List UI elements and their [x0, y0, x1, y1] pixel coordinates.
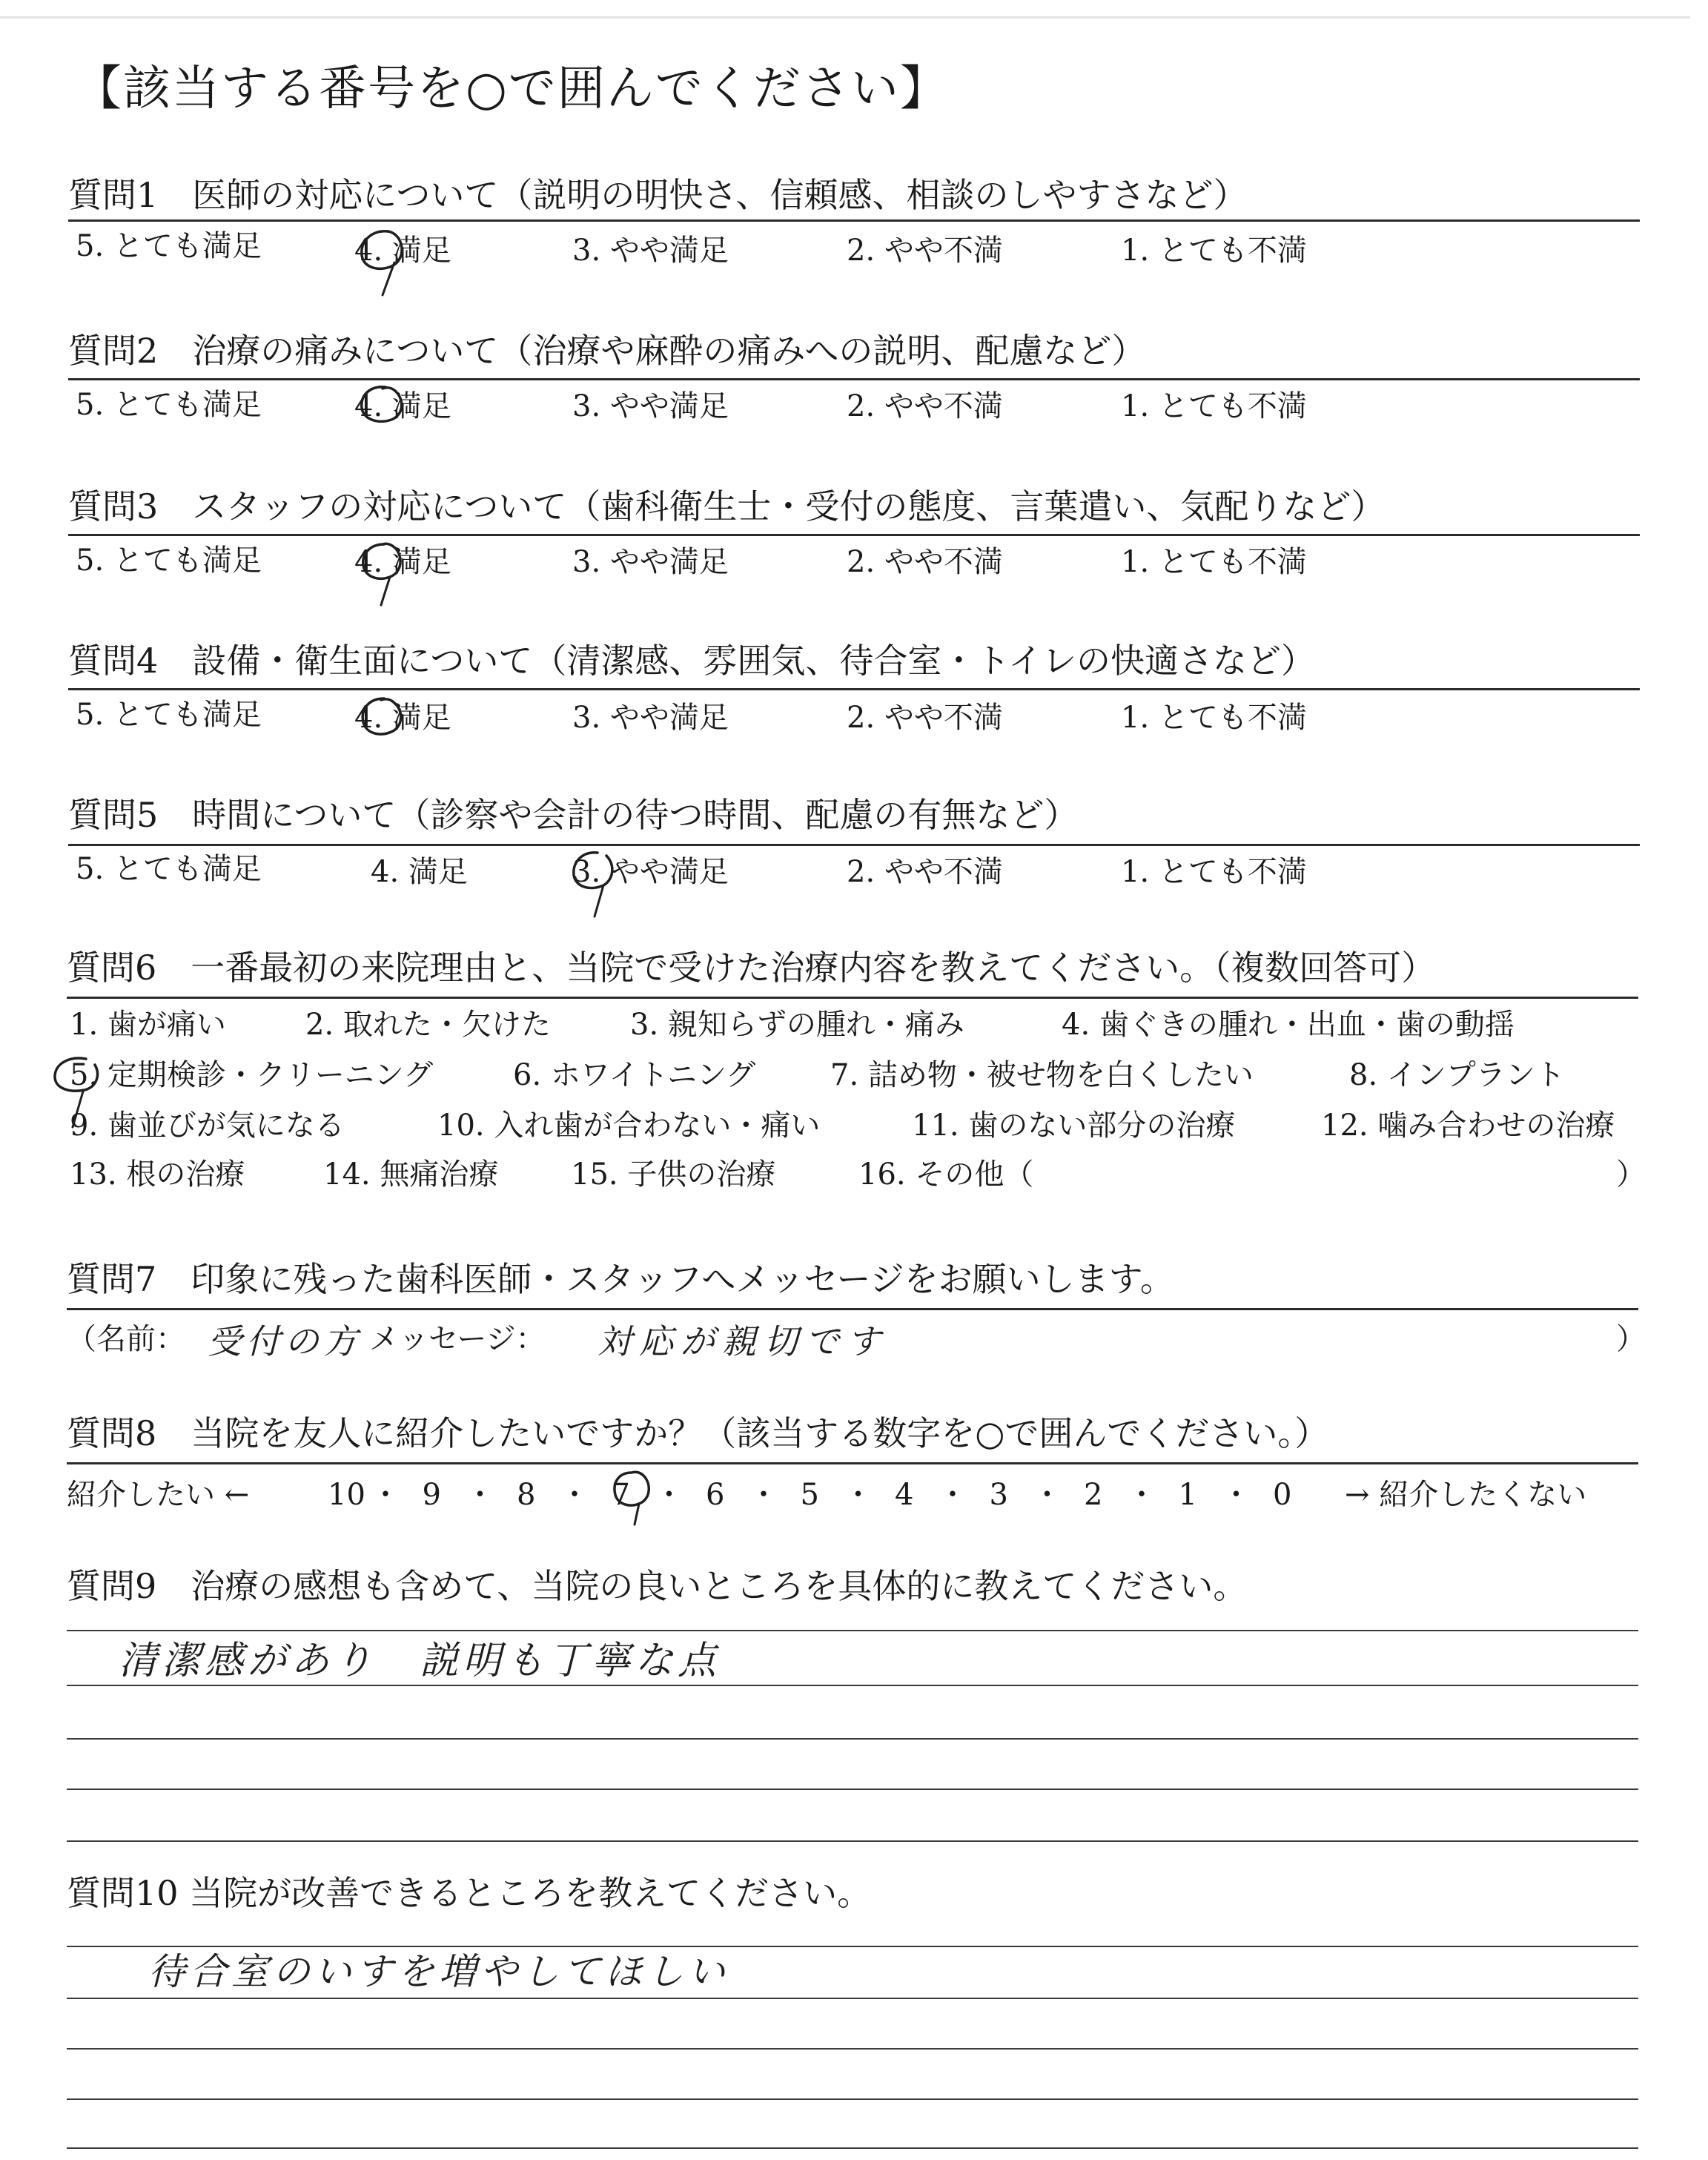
- handdrawn-circle-mark: [40, 1046, 122, 1142]
- scale-value-4[interactable]: 4: [895, 1478, 914, 1512]
- reason-option-16-other[interactable]: 16. その他（: [858, 1157, 1034, 1192]
- scale-separator: ・: [938, 1478, 967, 1512]
- scale-value-2[interactable]: 2: [1084, 1478, 1103, 1512]
- option-1[interactable]: 1. とても不満: [1121, 855, 1307, 889]
- handwritten-message[interactable]: 対応が親切です: [598, 1321, 888, 1361]
- reason-option-9[interactable]: 9. 歯並びが気になる: [70, 1109, 345, 1143]
- scale-separator: ・: [654, 1478, 684, 1512]
- question-8: [67, 1413, 1638, 1520]
- option-2[interactable]: 2. やや不満: [847, 234, 1003, 268]
- message-close-paren: ）: [1616, 1322, 1646, 1356]
- option-4[interactable]: 4. 満足: [354, 701, 451, 735]
- answer-rule: [68, 688, 1640, 690]
- scale-value-7[interactable]: 7: [611, 1478, 630, 1512]
- reason-option-13[interactable]: 13. 根の治療: [70, 1157, 245, 1192]
- question-7: [67, 1259, 1646, 1366]
- writing-line: [67, 1789, 1638, 1790]
- scale-separator: ・: [1127, 1478, 1156, 1512]
- scale-value-10[interactable]: 10: [328, 1478, 365, 1512]
- question-title: 質問9 治療の感想も含めて、当院の良いところを具体的に教えてください。: [67, 1566, 1248, 1606]
- question-4: [68, 641, 1640, 747]
- recommend-left-label: 紹介したい ←: [67, 1478, 250, 1512]
- scan-top-edge: [0, 16, 1690, 19]
- reason-option-4[interactable]: 4. 歯ぐきの腫れ・出血・歯の動揺: [1062, 1008, 1515, 1042]
- reason-option-7[interactable]: 7. 詰め物・被せ物を白くしたい: [830, 1058, 1254, 1092]
- question-1: [68, 175, 1640, 282]
- question-title: 質問3 スタッフの対応について（歯科衛生士・受付の態度、言葉遣い、気配りなど）: [68, 486, 1386, 526]
- reason-option-10[interactable]: 10. 入れ歯が合わない・痛い: [437, 1109, 821, 1143]
- reason-option-15[interactable]: 15. 子供の治療: [571, 1157, 776, 1192]
- reason-option-3[interactable]: 3. 親知らずの腫れ・痛み: [630, 1008, 964, 1042]
- answer-rule: [67, 997, 1638, 999]
- reason-option-14[interactable]: 14. 無痛治療: [323, 1157, 499, 1192]
- writing-line: [67, 2048, 1638, 2050]
- writing-line: [67, 1630, 1638, 1631]
- message-label: メッセージ：: [369, 1322, 546, 1356]
- option-5[interactable]: 5. とても満足: [76, 229, 262, 263]
- writing-line: [67, 2098, 1638, 2100]
- answer-rule: [68, 844, 1640, 846]
- option-5[interactable]: 5. とても満足: [76, 544, 262, 578]
- reason-option-11[interactable]: 11. 歯のない部分の治療: [912, 1109, 1236, 1143]
- question-title: 質問5 時間について（診察や会計の待つ時間、配慮の有無など）: [68, 795, 1079, 835]
- option-2[interactable]: 2. やや不満: [847, 701, 1003, 735]
- writing-line: [67, 1685, 1638, 1686]
- writing-line: [67, 1998, 1638, 1999]
- question-6: [67, 948, 1646, 1218]
- question-title: 質問7 印象に残った歯科医師・スタッフへメッセージをお願いします。: [67, 1259, 1174, 1299]
- reason-option-5[interactable]: 5. 定期検診・クリーニング: [70, 1058, 434, 1092]
- question-title: 質問1 医師の対応について（説明の明快さ、信頼感、相談のしやすさなど）: [68, 175, 1248, 215]
- option-2[interactable]: 2. やや不満: [847, 855, 1003, 889]
- scale-value-6[interactable]: 6: [706, 1478, 725, 1512]
- writing-line: [67, 1946, 1638, 1947]
- scale-separator: ・: [749, 1478, 778, 1512]
- scale-separator: ・: [371, 1478, 400, 1512]
- answer-rule: [67, 1462, 1638, 1464]
- reason-option-6[interactable]: 6. ホワイトニング: [513, 1058, 756, 1092]
- form-instruction-header: 【該当する番号を○で囲んでください】: [74, 62, 949, 116]
- question-title: 質問2 治療の痛みについて（治療や麻酔の痛みへの説明、配慮など）: [68, 331, 1146, 371]
- handdrawn-circle-mark: [344, 218, 426, 300]
- option-1[interactable]: 1. とても不満: [1121, 701, 1307, 735]
- handdrawn-circle-mark: [599, 1462, 666, 1536]
- reason-option-8[interactable]: 8. インプラント: [1349, 1058, 1565, 1092]
- scale-separator: ・: [465, 1478, 495, 1512]
- question-3: [68, 486, 1640, 593]
- scale-value-0[interactable]: 0: [1273, 1478, 1292, 1512]
- option-4[interactable]: 4. 満足: [354, 389, 451, 423]
- question-title: 質問8 当院を友人に紹介したいですか？（該当する数字を○で囲んでください。）: [67, 1413, 1329, 1453]
- scale-separator: ・: [1221, 1478, 1251, 1512]
- reason-option-12[interactable]: 12. 噛み合わせの治療: [1321, 1109, 1615, 1143]
- question-5: [68, 795, 1640, 909]
- writing-line: [67, 1738, 1638, 1740]
- option-1[interactable]: 1. とても不満: [1121, 545, 1307, 579]
- answer-rule: [68, 219, 1640, 222]
- handdrawn-circle-mark: [344, 688, 426, 762]
- option-1[interactable]: 1. とても不満: [1121, 389, 1307, 423]
- other-close-paren: ）: [1616, 1157, 1646, 1192]
- option-3[interactable]: 3. やや満足: [572, 855, 729, 889]
- scale-separator: ・: [1032, 1478, 1062, 1512]
- scale-value-3[interactable]: 3: [989, 1478, 1008, 1512]
- question-title: 質問4 設備・衛生面について（清潔感、雰囲気、待合室・トイレの快適さなど）: [68, 641, 1316, 681]
- writing-line: [67, 2147, 1638, 2149]
- question-9: [67, 1566, 1638, 1851]
- handwritten-name[interactable]: 受付の方: [208, 1321, 362, 1361]
- recommend-right-label: → 紹介したくない: [1345, 1478, 1587, 1512]
- option-3[interactable]: 3. やや満足: [572, 234, 729, 268]
- name-label: （名前：: [67, 1322, 185, 1356]
- question-title: 質問6 一番最初の来院理由と、当院で受けた治療内容を教えてください。（複数回答可）: [67, 948, 1436, 988]
- scale-value-1[interactable]: 1: [1178, 1478, 1197, 1512]
- option-4[interactable]: 4. 満足: [354, 545, 451, 579]
- option-3[interactable]: 3. やや満足: [572, 545, 729, 579]
- question-title: 質問10 当院が改善できるところを教えてください。: [67, 1873, 872, 1913]
- scale-value-9[interactable]: 9: [422, 1478, 441, 1512]
- scale-value-5[interactable]: 5: [800, 1478, 819, 1512]
- option-4[interactable]: 4. 満足: [371, 855, 468, 889]
- answer-rule: [68, 534, 1640, 536]
- answer-rule: [67, 1308, 1638, 1310]
- handwritten-improvement[interactable]: 待合室のいすを増やしてほしい: [148, 1950, 729, 1993]
- option-1[interactable]: 1. とても不満: [1121, 234, 1307, 268]
- scale-value-8[interactable]: 8: [517, 1478, 536, 1512]
- handdrawn-circle-mark: [344, 378, 426, 437]
- answer-rule: [68, 378, 1640, 380]
- question-2: [68, 331, 1640, 437]
- handwritten-good-points[interactable]: 清潔感があり 説明も丁寧な点: [119, 1639, 721, 1683]
- reason-option-2[interactable]: 2. 取れた・欠けた: [305, 1008, 551, 1042]
- option-5[interactable]: 5. とても満足: [76, 852, 262, 886]
- option-3[interactable]: 3. やや満足: [572, 389, 729, 423]
- option-3[interactable]: 3. やや満足: [572, 701, 729, 735]
- option-4[interactable]: 4. 満足: [354, 234, 451, 268]
- option-2[interactable]: 2. やや不満: [847, 545, 1003, 579]
- option-2[interactable]: 2. やや不満: [847, 389, 1003, 423]
- scale-separator: ・: [560, 1478, 589, 1512]
- handdrawn-circle-mark: [555, 842, 636, 924]
- writing-line: [67, 1840, 1638, 1842]
- question-10: [67, 1873, 1638, 2158]
- option-5[interactable]: 5. とても満足: [76, 388, 262, 422]
- handdrawn-circle-mark: [344, 534, 426, 615]
- scale-separator: ・: [843, 1478, 873, 1512]
- reason-option-1[interactable]: 1. 歯が痛い: [70, 1008, 226, 1042]
- option-5[interactable]: 5. とても満足: [76, 698, 262, 732]
